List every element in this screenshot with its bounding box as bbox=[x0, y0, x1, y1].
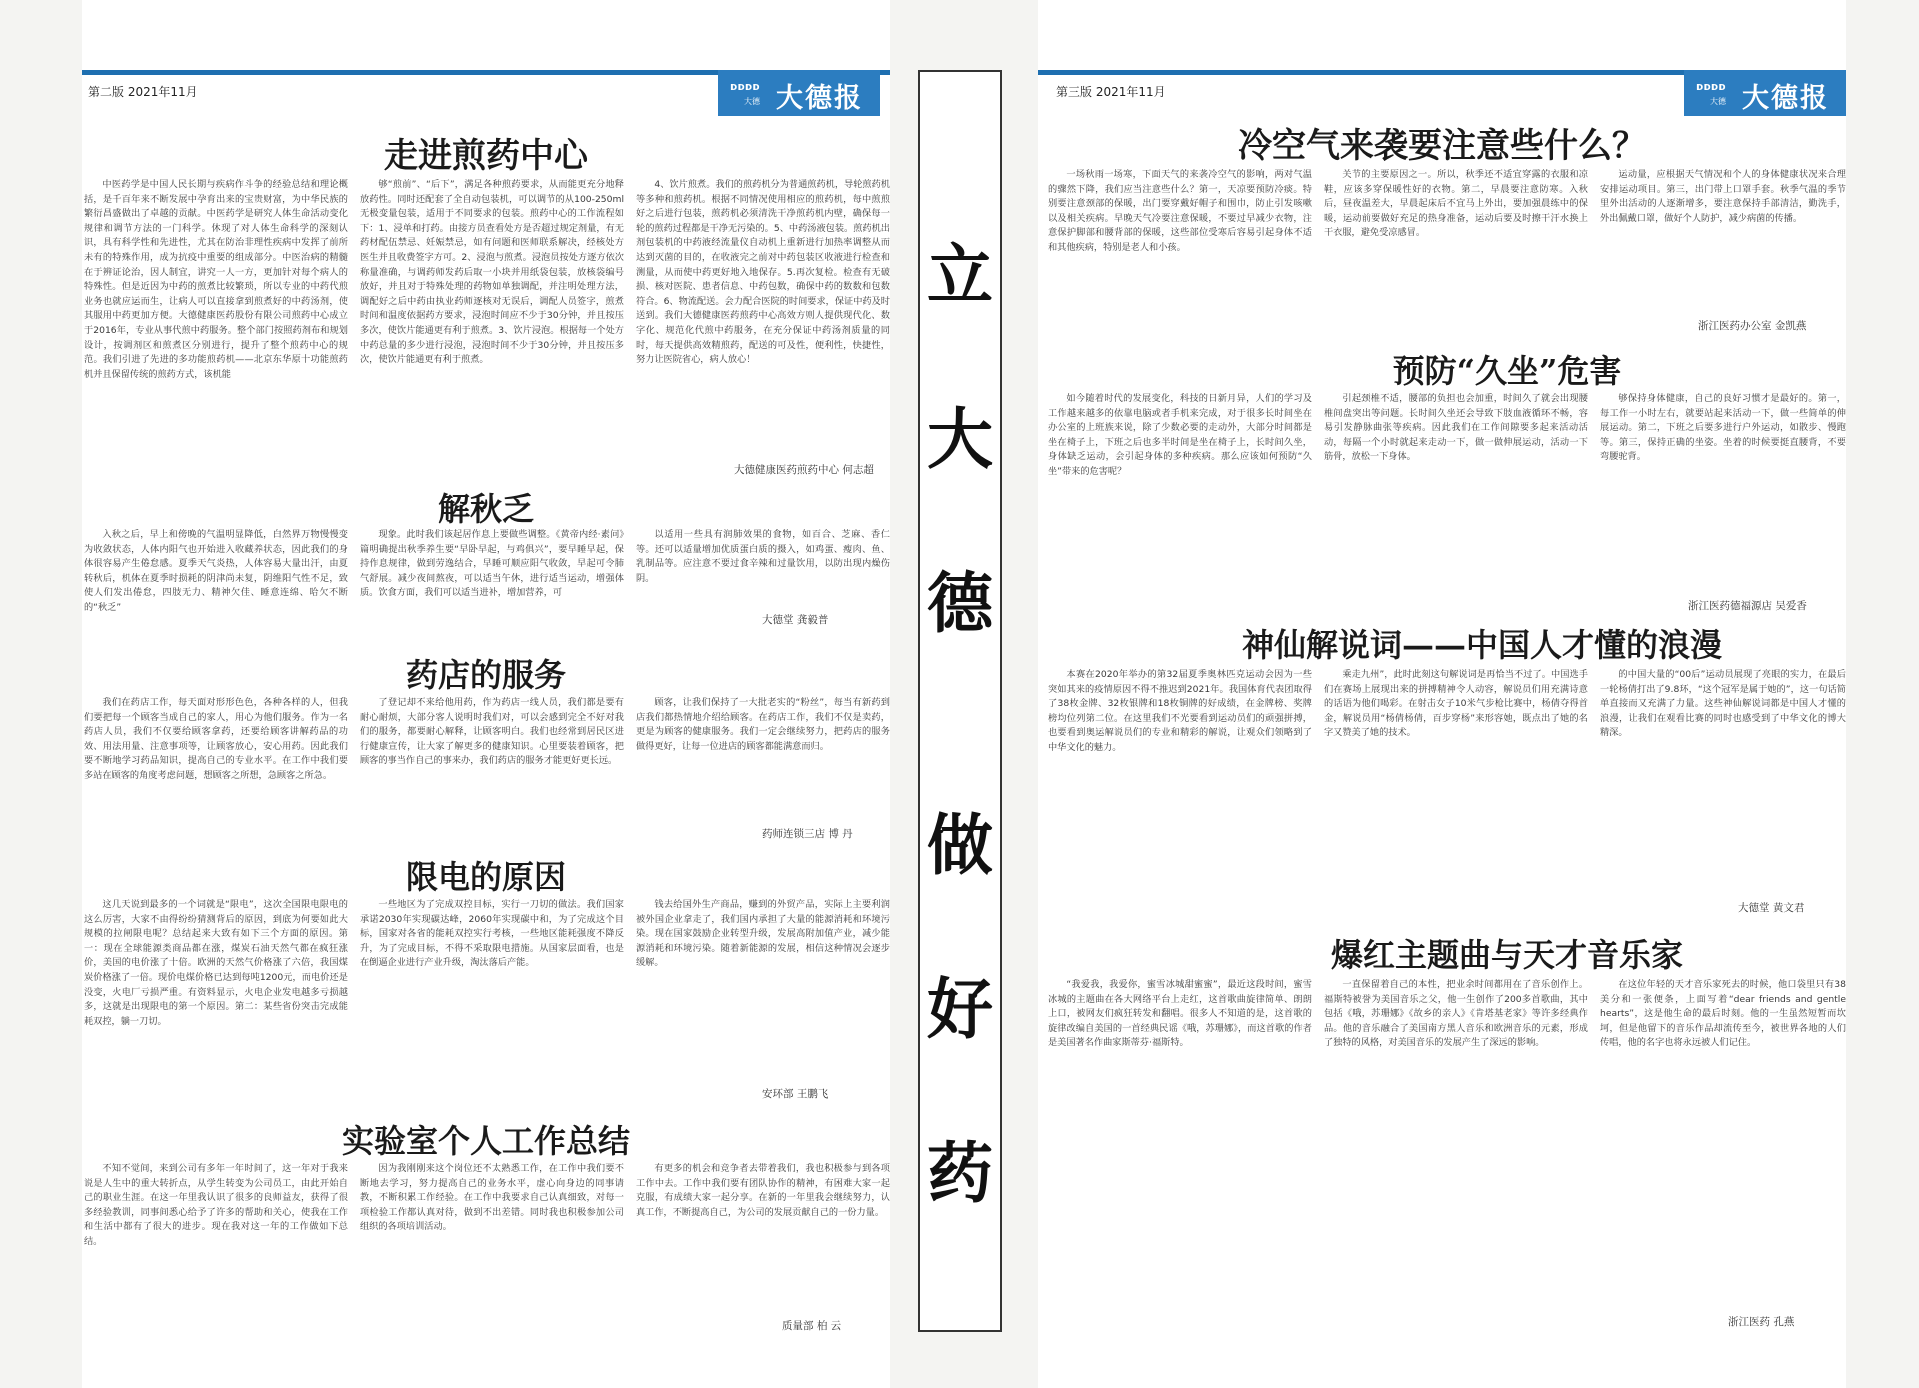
article-column: 乘走九州”，此时此刻这句解说词是再恰当不过了。中国选手们在赛场上展现出来的拼搏精神令人动容，解说员们用充满诗意的话语为他们喝彩。在射击女子10米气步枪比赛中，杨倩夺得首金，解说员用“杨倩杨倩，百步穿杨”来形容她，既点出了她的名字又赞美了她的技术。 bbox=[1324, 669, 1588, 739]
slogan-char: 德 bbox=[927, 564, 993, 642]
article-byline: 大德堂 黄文君 bbox=[1738, 902, 1805, 914]
article-column: 这几天说到最多的一个词就是“限电”，这次全国限电限电的这么厉害，大家不由得纷纷猜测背后的原因，到底为何要如此大规模的拉闸限电呢？总结起来大致有如下三个方面的原因。第一：现在全球能源类商品都在涨，煤炭石油天然气都在疯狂涨价，美国的电价涨了十倍。欧洲的天然气价格涨了六倍，我国煤炭价格涨了一倍。现价电煤价格已达到每吨1200元，而电价还是没变，火电厂亏损严重。有资料显示，火电企业发电越多亏损越多，这就是出现限电的第一个原因。第二：某些省份突击完成能耗双控，躺一刀切。 bbox=[84, 899, 348, 1027]
logo-subtitle: 大德 bbox=[744, 97, 760, 106]
article-column: 的中国大量的“00后”运动员展现了亮眼的实力，在最后一轮杨倩打出了9.8环，“这个冠军是属于她的”，这一句话简单直接而又充满了力量。这些神仙解说词都是中国人才懂的浪漫，让我们在观看比赛的同时也感受到了中华文化的博大精深。 bbox=[1600, 669, 1846, 739]
article-column: 够保持身体健康，自己的良好习惯才是最好的。第一，每工作一小时左右，就要站起来活动一下，做一些简单的伸展运动。第二，下班之后要多进行户外运动，如散步、慢跑等。第三，保持正确的坐姿。坐着的时候要挺直腰背，不要弯腰驼背。 bbox=[1600, 393, 1846, 463]
article-title-theme-song: 爆红主题曲与天才音乐家 bbox=[1330, 936, 1683, 974]
right-folio: 第三版 2021年11月 bbox=[1056, 85, 1166, 99]
article-title-decoction-center: 走进煎药中心 bbox=[384, 136, 588, 176]
article-column: 关节的主要原因之一。所以，秋季还不适宜穿露的衣服和凉鞋，应该多穿保暖性好的衣物。第二，早晨要注意防寒。入秋后，昼夜温差大，早晨起床后不宜马上外出，要加强晨练中的保暖，运动前要做好充足的热身准备，运动后要及时擦干汗水换上干衣服，避免受凉感冒。 bbox=[1324, 169, 1588, 239]
article-byline: 质量部 柏 云 bbox=[782, 1320, 842, 1332]
logo-subtitle: 大德 bbox=[1710, 97, 1726, 106]
article-column: 一场秋雨一场寒，下面天气的来袭冷空气的影响，两对气温的骤然下降，我们应当注意些什么？第一，天凉要预防冷痰。特别要注意颈部的保暖，出门要穿戴好帽子和围巾，防止引发咳嗽以及相关疾病。早晚天气冷要注意保暖，不要过早减少衣物，注意保护脚部和腰背部的保暖，这些部位受寒后容易引起身体不适和其他疾病，特别是老人和小孩。 bbox=[1048, 169, 1312, 253]
right-page bbox=[1038, 0, 1846, 1388]
article-column: 4、饮片煎煮。我们的煎药机分为普通煎药机，导轮煎药机等多种和煎药机。根据不同情况使用相应的煎药机，每中煎煎好之后进行包装，煎药机必须清洗干净煎药机内壁，确保每一轮的煎药过程都是干净无污染的。5、中药汤液包装。煎药机出剂包装机的中药液经流量仪自动机上重新进行加热率调整从而达到灭菌的目的，在收液完之前对中药包装区收液进行检查和测量，从而使中药更好地入地保存。5.再次复检。检查有无破损、核对医院、患者信息、中药包数，确保中药的数数和包数符合。6、物流配送。会力配合医院的时间要求，保证中药及时送到。我们大德健康医药煎药中心高效方则人提供现代化、数字化、规范化代煎中药服务，在充分保证中药汤剂质量的同时，每天提供高效精煎药，配送的可及性，便利性，快捷性，努力让医院省心，病人放心！ bbox=[636, 179, 890, 366]
article-title-cold-air: 冷空气来袭要注意些什么？ bbox=[1238, 126, 1646, 166]
article-column: 在这位年轻的天才音乐家死去的时候，他口袋里只有38美分和一张便条，上面写着“dear friends and gentle hearts”，这是他生命的最后时刻。他的一生虽然短暂而坎坷，但是他留下的音乐作品却流传至今，被世界各地的人们传唱，他的名字也将永远被人们记住。 bbox=[1600, 979, 1846, 1049]
article-column: 一些地区为了完成双控目标，实行一刀切的做法。我们国家承诺2030年实现碳达峰，2060年实现碳中和，为了完成这个目标，国家对各省的能耗双控实行考核，一些地区能耗强度不降反升，为了完成目标，不得不采取限电措施。从国家层面看，也是在倒逼企业进行产业升级，淘汰落后产能。 bbox=[360, 899, 624, 969]
article-title-prolonged-sitting: 预防“久坐”危害 bbox=[1392, 352, 1622, 390]
article-column: 钱去给国外生产商品，赚到的外贸产品，实际上主要利润被外国企业拿走了，我们国内承担了大量的能源消耗和环境污染。现在国家鼓励企业转型升级，发展高附加值产业，减少能源消耗和环境污染。随着新能源的发展，相信这种情况会逐步缓解。 bbox=[636, 899, 890, 969]
article-column: 不知不觉间，来到公司有多年一年时间了，这一年对于我来说是人生中的重大转折点，从学生转变为公司员工，由此开始自己的职业生涯。在这一年里我认识了很多的良师益友，获得了很多经验教训，同事间悉心给予了许多的帮助和关心，使我在工作和生活中都有了很大的进步。现在我对这一年的工作做如下总结。 bbox=[84, 1163, 348, 1247]
slogan-char: 好 bbox=[927, 970, 993, 1048]
slogan-char: 立 bbox=[927, 236, 993, 314]
article-column: “我爱我，我爱你，蜜雪冰城甜蜜蜜”，最近这段时间，蜜雪冰城的主题曲在各大网络平台上走红，这首歌曲旋律简单、朗朗上口，被网友们疯狂转发和翻唱。很多人不知道的是，这首歌的旋律改编自美国的一首经典民谣《哦，苏珊娜》，而这首歌的作者是美国著名作曲家斯蒂芬·福斯特。 bbox=[1048, 979, 1312, 1049]
article-byline: 药师连锁三店 博 丹 bbox=[762, 828, 853, 840]
left-folio: 第二版 2021年11月 bbox=[88, 85, 198, 99]
article-byline: 安环部 王鹏飞 bbox=[762, 1088, 829, 1100]
article-title-commentary: 神仙解说词——中国人才懂的浪漫 bbox=[1241, 626, 1722, 664]
article-title-pharmacy-service: 药店的服务 bbox=[405, 656, 566, 694]
article-column: 引起颈椎不适，腰部的负担也会加重，时间久了就会出现腰椎间盘突出等问题。长时间久坐还会导致下肢血液循环不畅，容易引发静脉曲张等疾病。因此我们在工作间隙要多起来活动活动，每隔一个小时就起来走动一下，做一做伸展运动，活动一下筋骨，放松一下身体。 bbox=[1324, 393, 1588, 463]
article-column: 因为我刚刚来这个岗位还不太熟悉工作，在工作中我们要不断地去学习，努力提高自己的业务水平，虚心向身边的同事请教，不断积累工作经验。在工作中我要求自己认真细致，对每一项检验工作都认真对待，做到不出差错。同时我也积极参加公司组织的各项培训活动。 bbox=[360, 1163, 624, 1233]
right-masthead-logo bbox=[1684, 70, 1846, 116]
slogan-char: 药 bbox=[927, 1134, 993, 1212]
article-column: 入秋之后，早上和傍晚的气温明显降低，白然界万物慢慢变为收敛状态，人体内阳气也开始进入收藏养状态，因此我们的身体很容易产生倦怠感。夏季天气炎热，人体容易大量出汗，由夏转秋后，机体在夏季时损耗的阴津尚未复，阴维阳气性不足，致使人们发出倦怠，四肢无力、精神欠佳、睡意连绵、哈欠不断的“秋乏” bbox=[84, 529, 348, 613]
logo-name: 大德报 bbox=[1742, 83, 1829, 114]
article-column: 了登记却不来给他用药，作为药店一线人员，我们都是要有耐心耐烦，大部分客人说明时我们对，可以会感到完全不好对我们的服务，都要耐心解释，让顾客明白。我们也经常到居民区进行健康宣传，让大家了解更多的健康知识。心里要装着顾客，把顾客的事当作自己的事来办，我们药店的服务才能更好更长远。 bbox=[360, 697, 624, 767]
article-column: 顾客，让我们保持了一大批老实的“粉丝”，每当有新药到店我们都热情地介绍给顾客。在药店工作，我们不仅是卖药，更是为顾客的健康服务。我们一定会继续努力，把药店的服务做得更好，让每一位进店的顾客都能满意而归。 bbox=[636, 697, 890, 752]
article-column: 现象。此时我们该起居作息上要做些调整。《黄帝内经·素问》篇明确提出秋季养生要“早卧早起，与鸡俱兴”，要早睡早起，保持作息规律，做到劳逸结合，早睡可顺应阳气收敛，早起可令肺气舒展。减少夜间熬夜，可以适当午休，进行适当运动，增强体质。饮食方面，我们可以适当进补，增加营养，可 bbox=[360, 529, 624, 599]
article-byline: 大德健康医药煎药中心 何志超 bbox=[734, 464, 874, 476]
article-column: 本赛在2020年举办的第32届夏季奥林匹克运动会因为一些突如其来的疫情原因不得不推迟到2021年。我国体育代表团取得了38枚金牌、32枚银牌和18枚铜牌的好成绩，在金牌榜、奖牌榜均位列第二位。在这里我们不光要看到运动员们的顽强拼搏，也要看到奥运解说员们的专业和精彩的解说，让观众们领略到了中华文化的魅力。 bbox=[1048, 669, 1312, 753]
article-byline: 浙江医药德福源店 吴爱香 bbox=[1688, 600, 1807, 612]
logo-name: 大德报 bbox=[776, 83, 863, 114]
article-column: 一直保留着自己的本性，把业余时间都用在了音乐创作上。福斯特被誉为美国音乐之父，他一生创作了200多首歌曲，其中包括《哦，苏珊娜》《故乡的亲人》《肯塔基老家》等许多经典作品。他的音乐融合了美国南方黑人音乐和欧洲音乐的元素，形成了独特的风格，对美国音乐的发展产生了深远的影响。 bbox=[1324, 979, 1588, 1049]
article-column: 我们在药店工作，每天面对形形色色，各种各样的人，但我们要把每一个顾客当成自己的家人，用心为他们服务。作为一名药店人员，我们不仅要给顾客拿药，还要给顾客讲解药品的功效、用法用量、注意事项等，让顾客放心，安心用药。因此我们要不断地学习药品知识，提高自己的专业水平。在工作中我们要多站在顾客的角度考虑问题，想顾客之所想，急顾客之所急。 bbox=[84, 697, 348, 781]
slogan-char: 大 bbox=[927, 400, 993, 478]
article-byline: 浙江医药办公室 金凯燕 bbox=[1698, 320, 1807, 332]
slogan-char: 做 bbox=[927, 806, 993, 884]
left-masthead-logo bbox=[718, 70, 880, 116]
article-title-power-limits: 限电的原因 bbox=[405, 858, 566, 896]
article-title-autumn-fatigue: 解秋乏 bbox=[437, 490, 534, 528]
article-column: 以适用一些具有润肺效果的食物，如百合、芝麻、香仁等。还可以适量增加优质蛋白质的摄入，如鸡蛋、瘦肉、鱼、乳制品等。应注意不要过食辛辣和过量饮用，以防出现内燥伤阴。 bbox=[636, 529, 890, 584]
article-byline: 大德堂 龚毅普 bbox=[762, 614, 829, 626]
article-column: 有更多的机会和竞争者去带着我们，我也积极参与到各项工作中去。工作中我们要有团队协作的精神，有困难大家一起克服，有成绩大家一起分享。在新的一年里我会继续努力，认真工作，不断提高自己，为公司的发展贡献自己的一份力量。 bbox=[636, 1163, 890, 1218]
article-column: 如今随着时代的发展变化，科技的日新月异，人们的学习及工作越来越多的依靠电脑或者手机来完成，对于很多长时间坐在办公室的上班族来说，除了少数必要的走动外，大部分时间都是坐在椅子上，下班之后也多半时间是坐在椅子上，长时间久坐，身体缺乏运动，会引起身体的多种疾病。那么应该如何预防“久坐”带来的危害呢？ bbox=[1048, 393, 1312, 477]
logo-mark-icon: ᴅᴅᴅᴅ bbox=[730, 80, 760, 93]
article-byline: 浙江医药 孔燕 bbox=[1728, 1316, 1795, 1328]
article-column: 中医药学是中国人民长期与疾病作斗争的经验总结和理论概括，是千百年来不断发展中孕育出来的宝贵财富，为中华民族的繁衍昌盛做出了卓越的贡献。中医药学是研究人体生命活动变化规律和调节方法的一门科学。休现了对人体生命科学的深刻认识，具有科学性和先进性，尤其在防治非理性疾病中发挥了前所未有的特殊作用，成为抗疫中重要的组成部分。中医治病的精髓在于辨证论治，因人制宜，讲究一人一方，更加针对每个病人的特殊性。但是近因为中药的煎煮比较繁琐，所以专业的中药代煎业务也就应运而生，让病人可以直接拿到煎煮好的中药汤剂，使其服用中药更加方便。大德健康医药股份有限公司煎药中心成立于2016年，专业从事代煎中药服务。整个部门按照药剂布和规划设计，按调剂区和煎煮区分别进行，提升了整个煎药中心的规范。我们引进了先进的多功能煎药机——北京东华原十功能煎药机并且保留传统的煎药方式，该机能 bbox=[84, 179, 348, 380]
article-column: 够“煎前”、“后下”，满足各种煎药要求，从而能更充分地释放药性。同时还配套了全自动包装机，可以调节的从100-250ml无极变量包装，适用于不同要求的包装。煎药中心的工作流程如下：1、浸单和打药。由接方员查看处方是否超过规定剂量，有无药材配伍禁忌、妊娠禁忌，如有问题和医师联系解决，经核处方医生并且收费签字方可。2、浸泡与煎煮。浸泡员按处方逐方依次称量准确，与调药师发药后取一小块并用纸袋包装，放核袋编号放好，并且对于特殊处理的药物如单独调配，并注明处理方法，调配好之后中药由执业药师逐核对无误后，调配人员签字，煎煮时间和温度依据药方要求，浸泡时间应不少于30分钟，并且按压多次，使饮片能通更有利于煎煮。3、饮片浸泡。根据每一个处方中药总量的多少进行浸泡，浸泡时间不少于30分钟，并且按压多次，使饮片能通更有利于煎煮。 bbox=[360, 179, 624, 366]
left-page bbox=[82, 0, 890, 1388]
article-title-lab-summary: 实验室个人工作总结 bbox=[341, 1122, 630, 1160]
logo-mark-icon: ᴅᴅᴅᴅ bbox=[1696, 80, 1726, 93]
center-slogan-box bbox=[918, 70, 1002, 1332]
article-column: 运动量，应根据天气情况和个人的身体健康状况来合理安排运动项目。第三，出门带上口罩手套。秋季气温的季节里外出活动的人逐渐增多，要注意保持手部清洁，勤洗手，外出佩戴口罩，做好个人防护，减少病菌的传播。 bbox=[1600, 169, 1846, 224]
